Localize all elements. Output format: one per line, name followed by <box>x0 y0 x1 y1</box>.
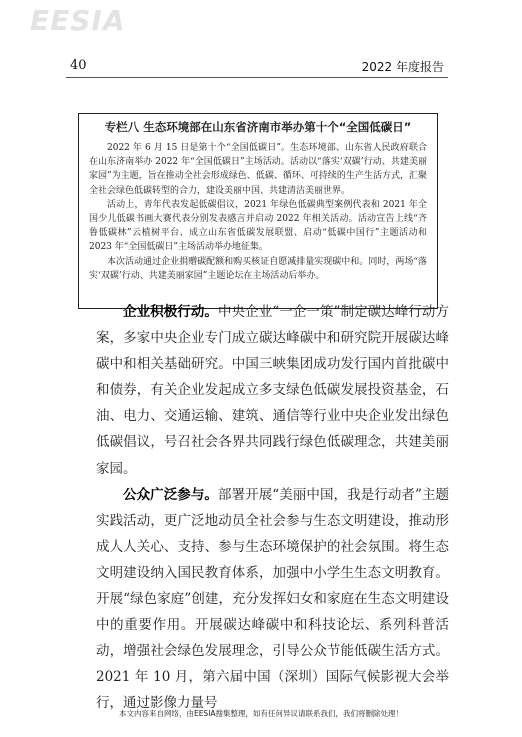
sidebar-box <box>78 113 438 309</box>
box-paragraph: 活动上，青年代表发起低碳倡议，2021 年绿色低碳典型案例代表和 2021 年全国少儿低碳书画大赛代表分别发表感言并启动 2022 年相关活动。活动宣告上线“齐鲁低碳林”云植树平台、成立山东省低碳发展联盟、启动“低碳中国行”主题活动和 2023 年“全国低碳日”主场活动举办地征集。 <box>89 199 427 253</box>
logo: EESIA <box>30 4 126 37</box>
box-title: 专栏八 生态环境部在山东省济南市举办第十个“全国低碳日” <box>104 120 412 134</box>
body-paragraph <box>96 482 449 717</box>
box-paragraph: 本次活动通过企业捐赠碳配额和购买核证自愿减排量实现碳中和。同时，两场“落实‘双碳’行动、共建美丽家园”主题论坛在主场活动后举办。 <box>89 256 427 281</box>
paragraph-text: 部署开展“美丽中国，我是行动者”主题实践活动，更广泛地动员全社会参与生态文明建设，推动形成人人关心、支持、参与生态环境保护的社会氛围。将生态文明建设纳入国民教育体系，加强中小学生生态文明教育。开展“绿色家庭”创建，充分发挥妇女和家庭在生态文明建设中的重要作用。开展碳达峰碳中和科技论坛、系列科普活动，增强社会绿色发展理念，引导公众节能低碳生活方式。2021 年 10 月，第六届中国（深圳）国际气候影视大会举行，通过影像力量号 <box>96 486 449 712</box>
box-paragraph: 2022 年 6 月 15 日是第十个“全国低碳日”。生态环境部、山东省人民政府联合在山东济南举办 2022 年“全国低碳日”主场活动。活动以“落实‘双碳’行动、共建美丽家园”为主题，旨在推动全社会形成绿色、低碳、循环、可持续的生产生活方式，汇聚全社会绿色低碳转型的合力，建设美丽中国、共建清洁美丽世界。 <box>89 143 427 196</box>
header-rule <box>66 77 448 78</box>
paragraph-lead: 公众广泛参与。 <box>123 486 218 503</box>
main-body <box>96 299 449 717</box>
report-title: 2022 年度报告 <box>361 60 444 74</box>
paragraph-lead: 企业积极行动。 <box>123 304 218 320</box>
footer-note: 本文内容来自网络，由EESIA搜集整理，如有任何异议请联系我们，我们将删除处理！ <box>118 709 404 718</box>
page-number: 40 <box>70 58 87 73</box>
paragraph-text: 中央企业“一企一策”制定碳达峰行动方案，多家中央企业专门成立碳达峰碳中和研究院开展碳达峰碳中和相关基础研究。中国三峡集团成功发行国内首批碳中和债券，有关企业发起成立多支绿色低碳发展投资基金，石油、电力、交通运输、建筑、通信等行业中央企业发出绿色低碳倡议，号召社会各界共同践行绿色低碳理念，共建美丽家园。 <box>96 304 449 477</box>
body-paragraph <box>96 299 449 482</box>
